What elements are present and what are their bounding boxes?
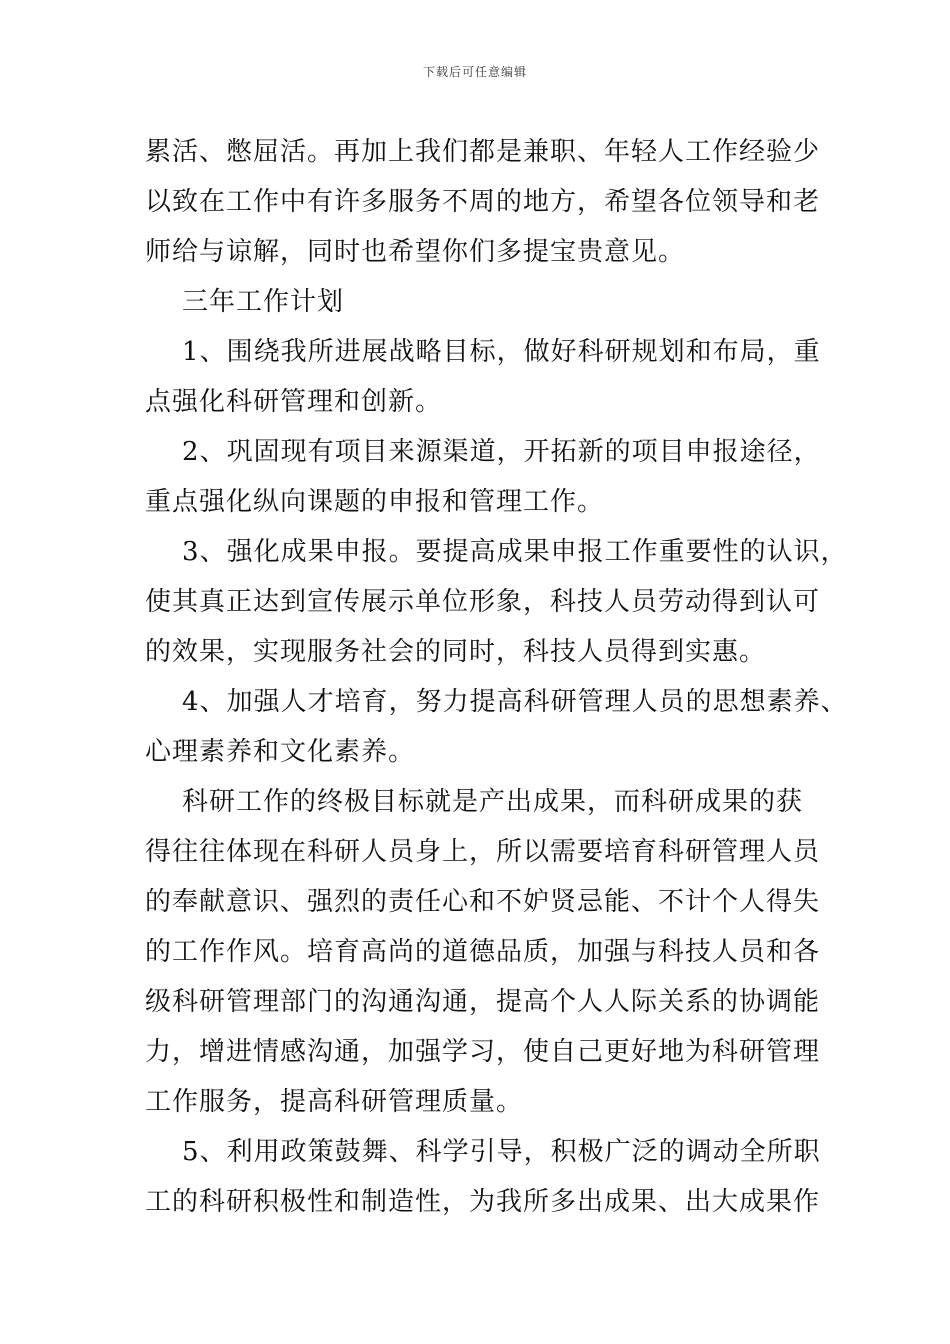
header-note: 下载后可任意编辑 bbox=[422, 65, 527, 79]
text-line: 点强化科研管理和创新。 bbox=[145, 387, 443, 417]
text-line: 师给与谅解，同时也希望你们多提宝贵意见。 bbox=[145, 237, 686, 267]
text-line: 的效果，实现服务社会的同时，科技人员得到实惠。 bbox=[145, 637, 767, 667]
text-line: 4、加强人才培育，努力提高科研管理人员的思想素养、 bbox=[145, 687, 848, 717]
text-line: 得往往体现在科研人员身上，所以需要培育科研管理人员 bbox=[145, 837, 821, 867]
text-line: 三年工作计划 bbox=[145, 287, 345, 317]
paragraph-item-5 bbox=[145, 1127, 820, 1227]
text-line: 工作服务，提高科研管理质量。 bbox=[145, 1087, 524, 1117]
text-line: 力，增进情感沟通，加强学习，使自己更好地为科研管理 bbox=[145, 1037, 821, 1067]
section-heading bbox=[145, 277, 820, 327]
text-line: 的工作作风。培育高尚的道德品质，加强与科技人员和各 bbox=[145, 937, 821, 967]
text-line: 累活、憋屈活。再加上我们都是兼职、年轻人工作经验少 bbox=[145, 137, 821, 167]
text-line: 心理素养和文化素养。 bbox=[145, 737, 416, 767]
text-line: 以致在工作中有许多服务不周的地方，希望各位领导和老 bbox=[145, 187, 821, 217]
text-line: 工的科研积极性和制造性，为我所多出成果、出大成果作 bbox=[145, 1187, 821, 1217]
text-line: 的奉献意识、强烈的责任心和不妒贤忌能、不计个人得失 bbox=[145, 887, 821, 917]
text-line: 重点强化纵向课题的申报和管理工作。 bbox=[145, 487, 605, 517]
body-text bbox=[145, 127, 848, 1227]
text-line: 使其真正达到宣传展示单位形象，科技人员劳动得到认可 bbox=[145, 587, 821, 617]
text-line: 2、巩固现有项目来源渠道，开拓新的项目申报途径， bbox=[145, 437, 821, 467]
paragraph-item-4 bbox=[145, 677, 848, 777]
text-line: 5、利用政策鼓舞、科学引导，积极广泛的调动全所职 bbox=[145, 1137, 821, 1167]
text-line: 3、强化成果申报。要提高成果申报工作重要性的认识， bbox=[145, 537, 848, 567]
paragraph-research-goal bbox=[145, 777, 820, 1127]
text-line: 1、围绕我所进展战略目标，做好科研规划和布局，重 bbox=[145, 337, 821, 367]
paragraph-intro bbox=[145, 127, 820, 277]
text-line: 级科研管理部门的沟通沟通，提高个人人际关系的协调能 bbox=[145, 987, 821, 1017]
paragraph-item-1 bbox=[145, 327, 820, 427]
paragraph-item-2 bbox=[145, 427, 820, 527]
text-line: 科研工作的终极目标就是产出成果，而科研成果的获 bbox=[145, 787, 804, 817]
paragraph-item-3 bbox=[145, 527, 848, 677]
